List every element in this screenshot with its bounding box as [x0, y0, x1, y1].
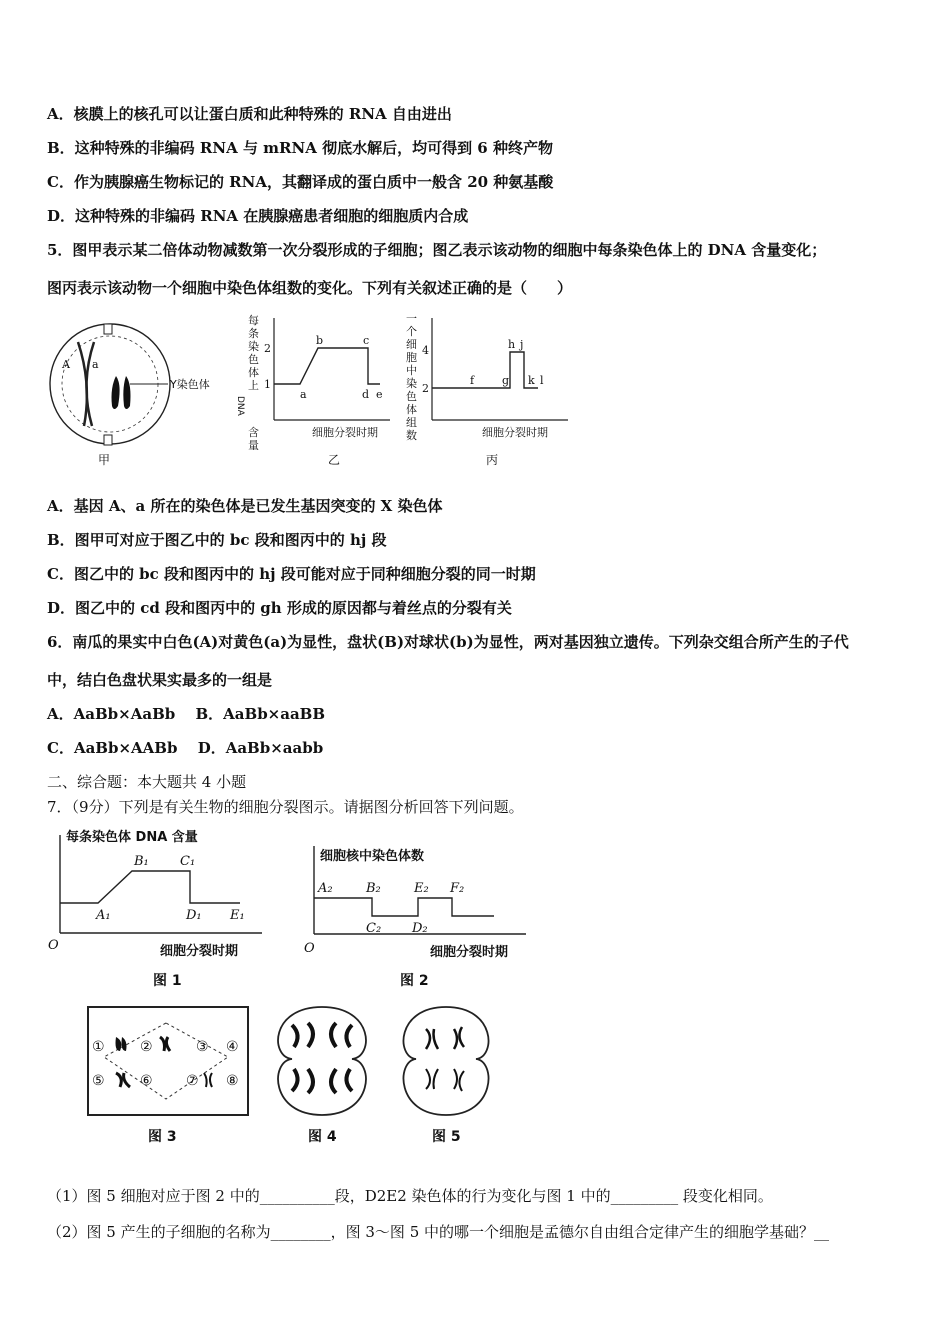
svg-text:含: 含 [248, 426, 259, 439]
fig1-point-C1: C₁ [180, 854, 196, 869]
q4-option-c: C．作为胰腺癌生物标记的 RNA，其翻译成的蛋白质中一般含 20 种氨基酸 [47, 173, 554, 191]
q4-option-a: A．核膜上的核孔可以让蛋白质和此种特殊的 RNA 自由进出 [47, 105, 452, 123]
yi-curve [274, 348, 380, 384]
fig2-point-A2: A₂ [318, 881, 333, 896]
fig1-point-E1: E₁ [230, 908, 245, 923]
yi-tick-1: 1 [264, 378, 271, 391]
fig2-origin: O [304, 941, 315, 956]
yi-point-b: b [316, 334, 324, 347]
q5-option-b: B．图甲可对应于图乙中的 bc 段和图丙中的 hj 段 [47, 531, 387, 549]
bing-tick-2: 2 [422, 382, 429, 395]
svg-text:③: ③ [196, 1039, 209, 1055]
svg-text:上: 上 [248, 379, 259, 392]
svg-text:量: 量 [248, 439, 259, 452]
bing-xlabel: 细胞分裂时期 [482, 426, 548, 439]
q7-sub1: （1）图 5 细胞对应于图 2 中的__________段，D2E2 染色体的行为变化与图 1 中的_________ 段变化相同。 [47, 1187, 773, 1205]
bing-point-j: j [520, 338, 524, 351]
yi-point-d: d [362, 388, 370, 401]
svg-text:细: 细 [406, 338, 417, 351]
yi-caption: 乙 [328, 453, 341, 467]
fig2-point-F2: F₂ [450, 881, 465, 896]
svg-text:⑦: ⑦ [186, 1073, 199, 1089]
q4-option-b: B．这种特殊的非编码 RNA 与 mRNA 彻底水解后，均可得到 6 种终产物 [47, 139, 553, 157]
q7-sub2: （2）图 5 产生的子细胞的名称为________，图 3～图 5 中的哪一个细胞是孟德尔自由组合定律产生的细胞学基础？__ [47, 1223, 830, 1241]
fig5-caption: 图 5 [432, 1129, 461, 1145]
q5-option-d: D．图乙中的 cd 段和图丙中的 gh 形成的原因都与着丝点的分裂有关 [47, 599, 512, 617]
fig1-caption: 图 1 [153, 973, 182, 989]
q7-figure-3 [84, 1003, 252, 1148]
q6-stem-line2: 中，结白色盘状果实最多的一组是 [47, 671, 273, 689]
yi-point-c: c [363, 334, 370, 347]
svg-text:每: 每 [248, 314, 259, 327]
fig2-curve [314, 898, 494, 916]
jia-label-A: A [62, 358, 70, 371]
bing-point-g: g [502, 374, 510, 387]
fig2-caption: 图 2 [400, 973, 429, 989]
svg-text:一: 一 [406, 312, 417, 325]
bing-caption: 丙 [486, 453, 499, 467]
jia-caption: 甲 [98, 453, 111, 467]
svg-text:色: 色 [406, 390, 417, 403]
svg-text:条: 条 [248, 327, 259, 340]
figure-bing [398, 310, 578, 475]
q6-options-cd: C．AaBb×AABb D．AaBb×aabb [47, 739, 324, 757]
fig3-caption: 图 3 [148, 1129, 177, 1145]
section2-title: 二、综合题：本大题共 4 小题 [47, 773, 247, 791]
svg-text:⑧: ⑧ [226, 1073, 239, 1089]
svg-text:胞: 胞 [406, 351, 417, 364]
fig4-caption: 图 4 [308, 1129, 337, 1145]
svg-text:④: ④ [226, 1039, 239, 1055]
fig1-ylabel: 每条染色体 DNA 含量 [66, 830, 198, 845]
bing-tick-4: 4 [422, 344, 429, 357]
figure-yi [235, 310, 410, 475]
fig1-point-D1: D₁ [186, 908, 202, 923]
fig1-xlabel: 细胞分裂时期 [160, 944, 239, 959]
q6-stem-line1: 6．南瓜的果实中白色(A)对黄色(a)为显性，盘状(B)对球状(b)为显性，两对基因独立遗传。下列杂交组合所产生的子代 [47, 633, 849, 651]
q7-figure-1 [40, 825, 270, 995]
yi-point-a: a [300, 388, 307, 401]
svg-text:⑥: ⑥ [140, 1073, 153, 1089]
q4-option-d: D．这种特殊的非编码 RNA 在胰腺癌患者细胞的细胞质内合成 [47, 207, 469, 225]
q5-stem-line2: 图丙表示该动物一个细胞中染色体组数的变化。下列有关叙述正确的是（ ） [47, 279, 573, 297]
q7-figure-4 [262, 1003, 382, 1148]
q5-option-c: C．图乙中的 bc 段和图丙中的 hj 段可能对应于同种细胞分裂的同一时期 [47, 565, 536, 583]
svg-text:①: ① [92, 1039, 105, 1055]
svg-text:DNA: DNA [235, 396, 245, 416]
svg-text:个: 个 [406, 325, 417, 338]
svg-text:体: 体 [406, 403, 417, 416]
svg-text:数: 数 [406, 429, 417, 442]
fig1-origin: O [48, 938, 59, 953]
jia-y-chromosome-label: Y染色体 [170, 378, 210, 391]
svg-text:②: ② [140, 1039, 153, 1055]
q7-figure-2 [298, 840, 538, 995]
fig1-point-A1: A₁ [96, 908, 111, 923]
bing-ylabel [406, 312, 417, 442]
fig2-point-E2: E₂ [414, 881, 429, 896]
fig1-curve [60, 871, 240, 903]
svg-text:色: 色 [248, 353, 259, 366]
bing-point-h: h [508, 338, 516, 351]
svg-text:体: 体 [248, 366, 259, 379]
svg-text:组: 组 [406, 416, 417, 429]
q5-stem-line1: 5．图甲表示某二倍体动物减数第一次分裂形成的子细胞；图乙表示该动物的细胞中每条染色体上的 DNA 含量变化； [47, 241, 827, 259]
bing-point-k: k [528, 374, 535, 387]
yi-ylabel [235, 313, 259, 452]
fig2-xlabel: 细胞分裂时期 [430, 945, 509, 960]
fig2-point-B2: B₂ [366, 881, 381, 896]
svg-text:⑤: ⑤ [92, 1073, 105, 1089]
fig2-ylabel: 细胞核中染色体数 [320, 849, 425, 864]
fig2-point-C2: C₂ [366, 921, 382, 936]
bing-curve [432, 352, 538, 388]
q7-stem: 7．（9分）下列是有关生物的细胞分裂图示。请据图分析回答下列问题。 [47, 798, 524, 816]
bing-point-f: f [470, 374, 475, 387]
q7-figure-5 [392, 1003, 502, 1148]
yi-xlabel: 细胞分裂时期 [312, 426, 378, 439]
bing-point-l: l [540, 374, 544, 387]
jia-label-a: a [92, 358, 99, 371]
svg-text:染: 染 [406, 377, 417, 390]
fig1-point-B1: B₁ [134, 854, 149, 869]
yi-point-e: e [376, 388, 383, 401]
figure-jia [40, 318, 230, 478]
q5-option-a: A．基因 A、a 所在的染色体是已发生基因突变的 X 染色体 [47, 497, 443, 515]
fig2-point-D2: D₂ [412, 921, 428, 936]
yi-tick-2: 2 [264, 342, 271, 355]
svg-text:中: 中 [406, 364, 417, 377]
svg-text:染: 染 [248, 340, 259, 353]
q6-options-ab: A．AaBb×AaBb B．AaBb×aaBB [47, 705, 326, 723]
